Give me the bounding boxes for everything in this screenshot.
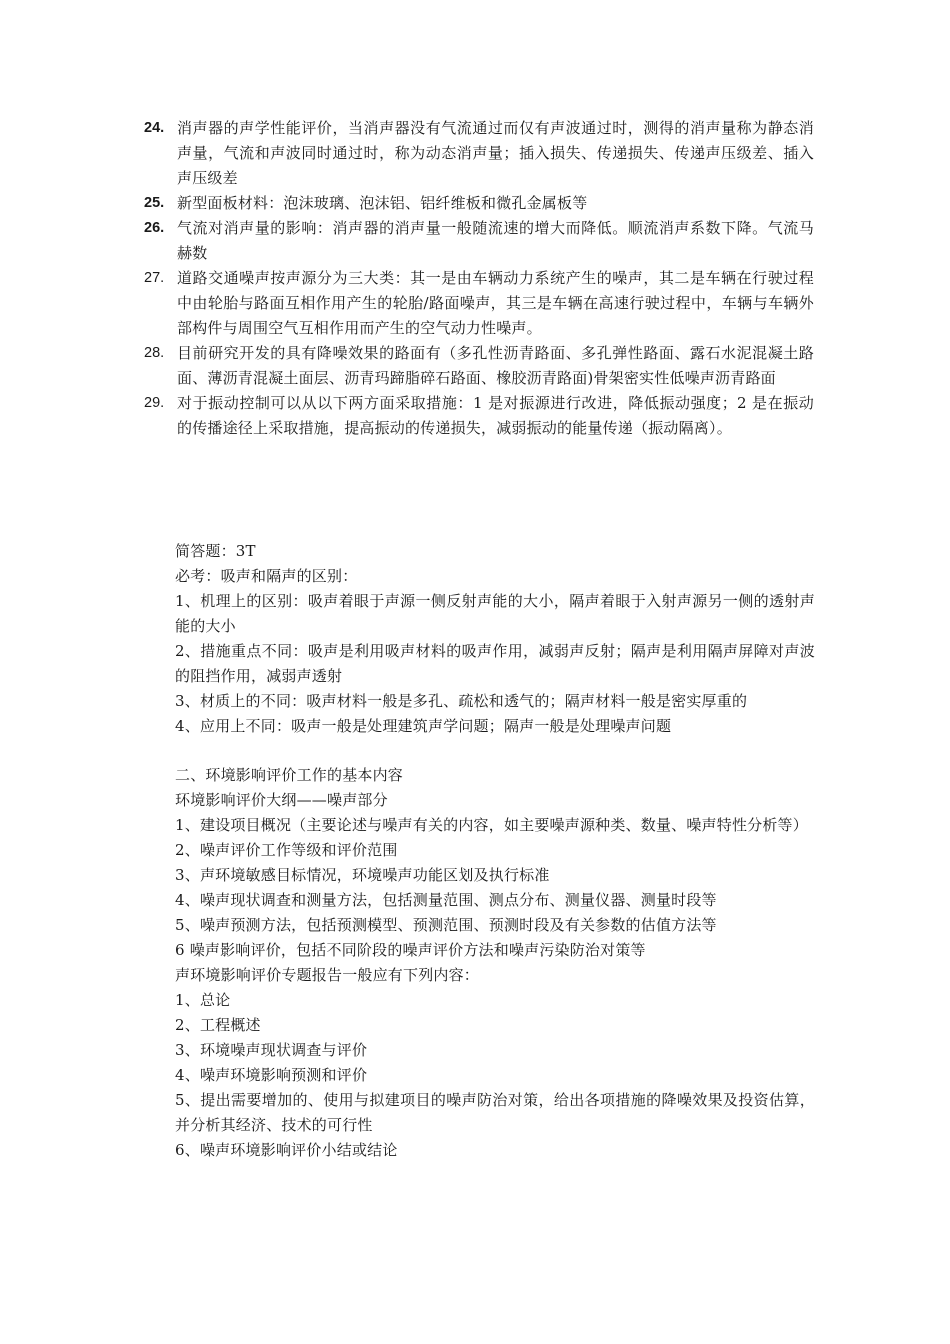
- paragraph: 3、材质上的不同：吸声材料一般是多孔、疏松和透气的；隔声材料一般是密实厚重的: [175, 692, 748, 710]
- paragraph: 5、提出需要增加的、使用与拟建项目的噪声防治对策，给出各项措施的降噪效果及投资估算，并分析其经济、技术的可行性: [175, 1091, 815, 1134]
- list-item: [144, 391, 814, 441]
- item-text: 目前研究开发的具有降噪效果的路面有（多孔性沥青路面、多孔弹性路面、露石水泥混凝土路面、薄沥青混凝土面层、沥青玛蹄脂碎石路面、橡胶沥青路面)骨架密实性低噪声沥青路面: [177, 344, 814, 387]
- item-number: 24.: [144, 120, 165, 136]
- list-item: [144, 341, 814, 391]
- item-number: 27.: [144, 270, 165, 286]
- paragraph: 6 噪声影响评价，包括不同阶段的噪声评价方法和噪声污染防治对策等: [175, 941, 646, 959]
- paragraph: 4、应用上不同：吸声一般是处理建筑声学问题；隔声一般是处理噪声问题: [175, 717, 672, 735]
- section-subheading: 必考：吸声和隔声的区别：: [175, 567, 358, 585]
- numbered-list: [144, 116, 814, 441]
- item-text: 道路交通噪声按声源分为三大类：其一是由车辆动力系统产生的噪声，其二是车辆在行驶过程中由轮胎与路面互相作用产生的轮胎/路面噪声，其三是车辆在高速行驶过程中，车辆与车辆外部构件与周围空气互相作用而产生的空气动力性噪声。: [177, 269, 814, 337]
- paragraph: 2、措施重点不同：吸声是利用吸声材料的吸声作用，减弱声反射；隔声是利用隔声屏障对声波的阻挡作用，减弱声透射: [175, 642, 815, 685]
- item-number: 26.: [144, 220, 165, 236]
- outline-title: 环境影响评价大纲——噪声部分: [175, 791, 388, 809]
- paragraph: 3、环境噪声现状调查与评价: [175, 1041, 368, 1059]
- eia-section: [175, 763, 815, 1163]
- paragraph: 1、总论: [175, 991, 231, 1009]
- item-text: 气流对消声量的影响：消声器的消声量一般随流速的增大而降低。顺流消声系数下降。气流马赫数: [177, 219, 814, 262]
- report-title: 声环境影响评价专题报告一般应有下列内容：: [175, 966, 480, 984]
- section-heading: 二、环境影响评价工作的基本内容: [175, 766, 404, 784]
- short-answer-section: [175, 539, 815, 739]
- item-number: 25.: [144, 195, 165, 211]
- paragraph: 4、噪声环境影响预测和评价: [175, 1066, 368, 1084]
- item-number: 28.: [144, 345, 165, 361]
- list-item: [144, 216, 814, 266]
- paragraph: 1、机理上的区别：吸声着眼于声源一侧反射声能的大小，隔声着眼于入射声源另一侧的透射声能的大小: [175, 592, 815, 635]
- section-heading: 简答题：3T: [175, 542, 256, 560]
- paragraph: 2、工程概述: [175, 1016, 261, 1034]
- item-text: 新型面板材料：泡沫玻璃、泡沫铝、铝纤维板和微孔金属板等: [177, 194, 588, 212]
- list-item: [144, 116, 814, 191]
- item-text: 消声器的声学性能评价，当消声器没有气流通过而仅有声波通过时，测得的消声量称为静态消声量，气流和声波同时通过时，称为动态消声量；插入损失、传递损失、传递声压级差、插入声压级差: [177, 119, 814, 187]
- paragraph: 6、噪声环境影响评价小结或结论: [175, 1141, 398, 1159]
- paragraph: 1、建设项目概况（主要论述与噪声有关的内容，如主要噪声源种类、数量、噪声特性分析等）: [175, 816, 808, 834]
- list-item: [144, 191, 814, 216]
- paragraph: 2、噪声评价工作等级和评价范围: [175, 841, 398, 859]
- paragraph: 3、声环境敏感目标情况，环境噪声功能区划及执行标准: [175, 866, 550, 884]
- list-item: [144, 266, 814, 341]
- item-number: 29.: [144, 395, 165, 411]
- paragraph: 5、噪声预测方法，包括预测模型、预测范围、预测时段及有关参数的估值方法等: [175, 916, 717, 934]
- item-text: 对于振动控制可以从以下两方面采取措施：1 是对振源进行改进，降低振动强度；2 是在振动的传播途径上采取措施，提高振动的传递损失，减弱振动的能量传递（振动隔离）。: [177, 394, 814, 437]
- paragraph: 4、噪声现状调查和测量方法，包括测量范围、测点分布、测量仪器、测量时段等: [175, 891, 717, 909]
